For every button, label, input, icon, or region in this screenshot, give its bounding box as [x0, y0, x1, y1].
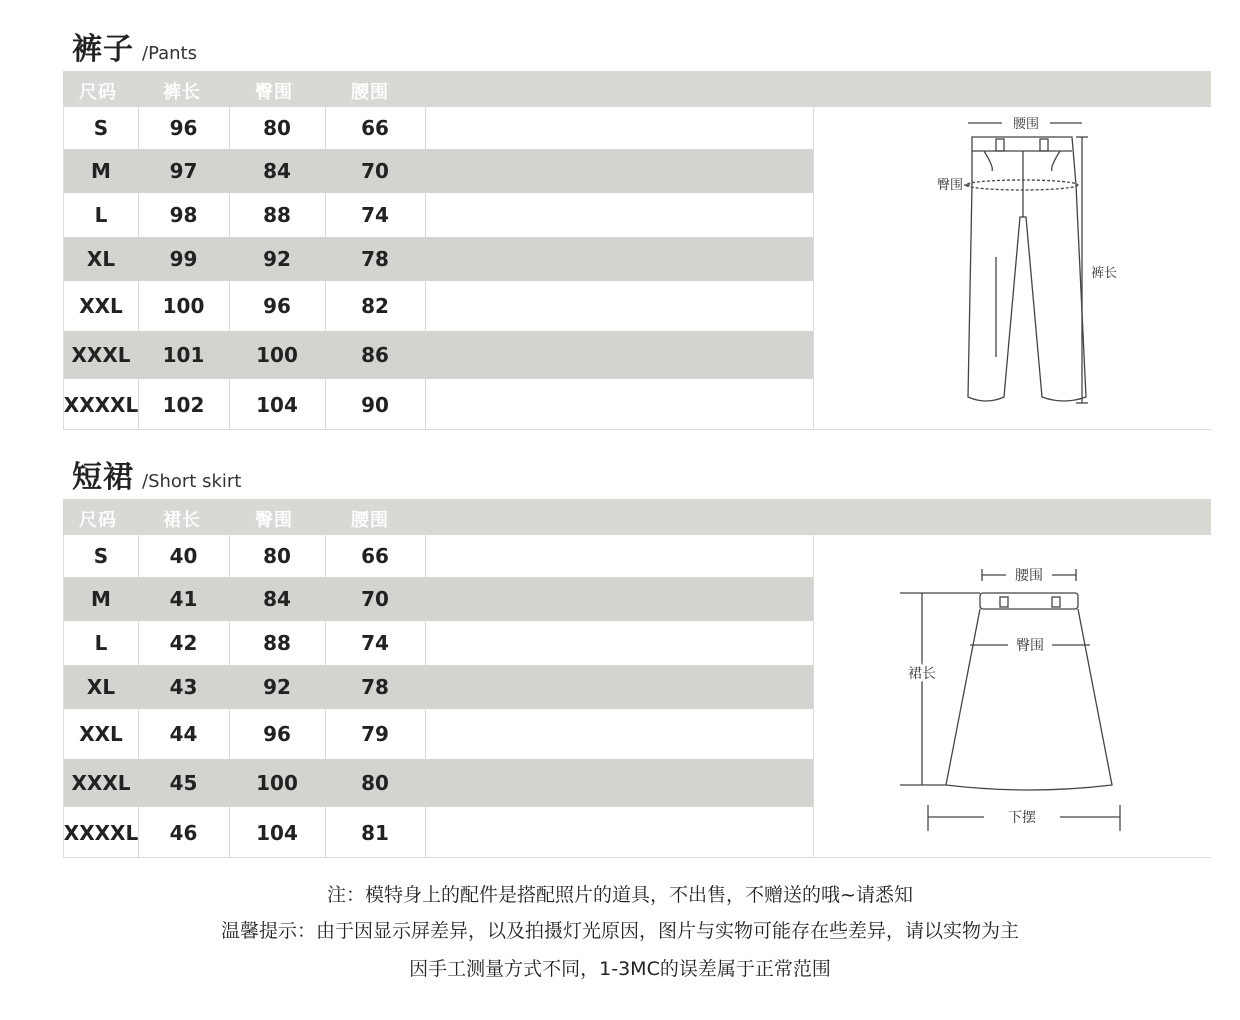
- table-row: [64, 149, 813, 193]
- table-row: [64, 331, 813, 379]
- size-cell: XL: [86, 675, 116, 699]
- skirt-header-length: 裙长: [163, 510, 201, 531]
- skirt-diagram-length-label: 裙长: [908, 666, 936, 682]
- skirt-header-size: 尺码: [79, 510, 117, 531]
- note-color-difference: 温馨提示：由于因显示屏差异，以及拍摄灯光原因，图片与实物可能存在些差异，请以实物为主: [220, 920, 1019, 942]
- skirt-illustration: [814, 535, 1212, 858]
- hip-cell: 100: [256, 771, 298, 795]
- size-cell: S: [93, 544, 109, 568]
- waist-cell: 82: [361, 294, 389, 318]
- note-measurement-error: 因手工测量方式不同，1-3MC的误差属于正常范围: [409, 958, 831, 980]
- skirt-title-en: /Short skirt: [142, 471, 242, 492]
- hip-cell: 96: [263, 294, 291, 318]
- skirt-table-header: [63, 499, 1211, 535]
- pants-illustration: [814, 107, 1212, 430]
- column-divider: [325, 107, 326, 430]
- skirt-table-body: [63, 535, 1211, 858]
- waist-cell: 80: [361, 771, 389, 795]
- skirt-diagram-hip-label: 臀围: [1016, 638, 1044, 654]
- skirt-section-title: [72, 452, 241, 496]
- length-cell: 97: [169, 159, 198, 183]
- length-cell: 101: [162, 343, 205, 367]
- waist-cell: 81: [361, 820, 389, 845]
- waist-cell: 66: [361, 544, 389, 568]
- length-cell: 96: [169, 116, 198, 140]
- length-cell: 98: [169, 203, 198, 227]
- skirt-title-zh: 短裙: [72, 460, 134, 495]
- pants-diagram-length-label: 裤长: [1090, 266, 1118, 281]
- pants-size-table: [63, 71, 1211, 430]
- table-row: [64, 107, 813, 149]
- size-cell: L: [94, 631, 108, 655]
- size-cell: XXXL: [71, 771, 131, 795]
- hip-cell: 92: [263, 247, 291, 271]
- hip-cell: 96: [263, 722, 291, 746]
- size-cell: M: [91, 159, 111, 183]
- pants-table-body: [63, 107, 1211, 430]
- pants-header-size: 尺码: [79, 82, 117, 103]
- size-cell: XXXL: [71, 343, 131, 367]
- column-divider: [229, 535, 230, 858]
- waist-cell: 70: [361, 587, 389, 611]
- hip-cell: 80: [263, 116, 291, 140]
- table-row: [64, 665, 813, 709]
- waist-cell: 78: [361, 247, 389, 271]
- column-divider: [325, 535, 326, 858]
- size-cell: XL: [86, 247, 116, 271]
- size-cell: L: [94, 203, 108, 227]
- pants-table-header: [63, 71, 1211, 107]
- waist-cell: 74: [361, 203, 389, 227]
- hip-cell: 92: [263, 675, 291, 699]
- skirt-header-hip: 臀围: [255, 510, 293, 531]
- length-cell: 100: [162, 294, 205, 318]
- column-divider: [138, 535, 139, 858]
- hip-cell: 88: [263, 631, 291, 655]
- column-divider: [425, 107, 426, 430]
- table-row: [64, 759, 813, 807]
- table-row: [64, 807, 813, 858]
- waist-cell: 86: [361, 343, 389, 367]
- pants-header-length: 裤长: [163, 82, 201, 103]
- table-row: [64, 621, 813, 665]
- table-row: [64, 709, 813, 759]
- column-divider: [425, 535, 426, 858]
- column-divider: [138, 107, 139, 430]
- length-cell: 40: [169, 544, 198, 568]
- pants-title-zh: 裤子: [72, 32, 134, 67]
- table-row: [64, 281, 813, 331]
- hip-cell: 104: [256, 392, 298, 417]
- size-cell: XXL: [79, 722, 123, 746]
- waist-cell: 74: [361, 631, 389, 655]
- size-cell: S: [93, 116, 109, 140]
- table-row: [64, 535, 813, 577]
- length-cell: 102: [162, 392, 205, 417]
- hip-cell: 104: [256, 820, 298, 845]
- hip-cell: 84: [263, 159, 291, 183]
- pants-header-waist: 腰围: [351, 82, 389, 103]
- length-cell: 44: [169, 722, 198, 746]
- table-row: [64, 379, 813, 430]
- waist-cell: 70: [361, 159, 389, 183]
- size-cell: M: [91, 587, 111, 611]
- table-row: [64, 237, 813, 281]
- hip-cell: 84: [263, 587, 291, 611]
- waist-cell: 79: [361, 722, 389, 746]
- waist-cell: 90: [361, 392, 389, 417]
- pants-title-en: /Pants: [142, 43, 197, 64]
- length-cell: 46: [169, 820, 198, 845]
- waist-cell: 66: [361, 116, 389, 140]
- hip-cell: 88: [263, 203, 291, 227]
- skirt-header-waist: 腰围: [351, 510, 389, 531]
- table-row: [64, 193, 813, 237]
- length-cell: 99: [169, 247, 198, 271]
- skirt-diagram-waist-label: 腰围: [1015, 568, 1043, 584]
- note-props: 注：模特身上的配件是搭配照片的道具，不出售，不赠送的哦~请悉知: [327, 884, 913, 906]
- waist-cell: 78: [361, 675, 389, 699]
- pants-section-title: [72, 24, 197, 68]
- size-cell: XXL: [79, 294, 123, 318]
- length-cell: 41: [169, 587, 198, 611]
- pants-diagram-hip-label: 臀围: [936, 178, 964, 193]
- column-divider: [229, 107, 230, 430]
- length-cell: 45: [169, 771, 198, 795]
- skirt-diagram: [813, 535, 1211, 857]
- pants-diagram-waist-label: 腰围: [1012, 117, 1040, 132]
- hip-cell: 80: [263, 544, 291, 568]
- length-cell: 42: [169, 631, 198, 655]
- table-row: [64, 577, 813, 621]
- size-cell: XXXXL: [63, 392, 139, 417]
- length-cell: 43: [169, 675, 198, 699]
- hip-cell: 100: [256, 343, 298, 367]
- skirt-diagram-hem-label: 下摆: [1008, 810, 1036, 826]
- size-cell: XXXXL: [63, 820, 139, 845]
- pants-diagram: [813, 107, 1211, 429]
- pants-header-hip: 臀围: [255, 82, 293, 103]
- skirt-size-table: [63, 499, 1211, 858]
